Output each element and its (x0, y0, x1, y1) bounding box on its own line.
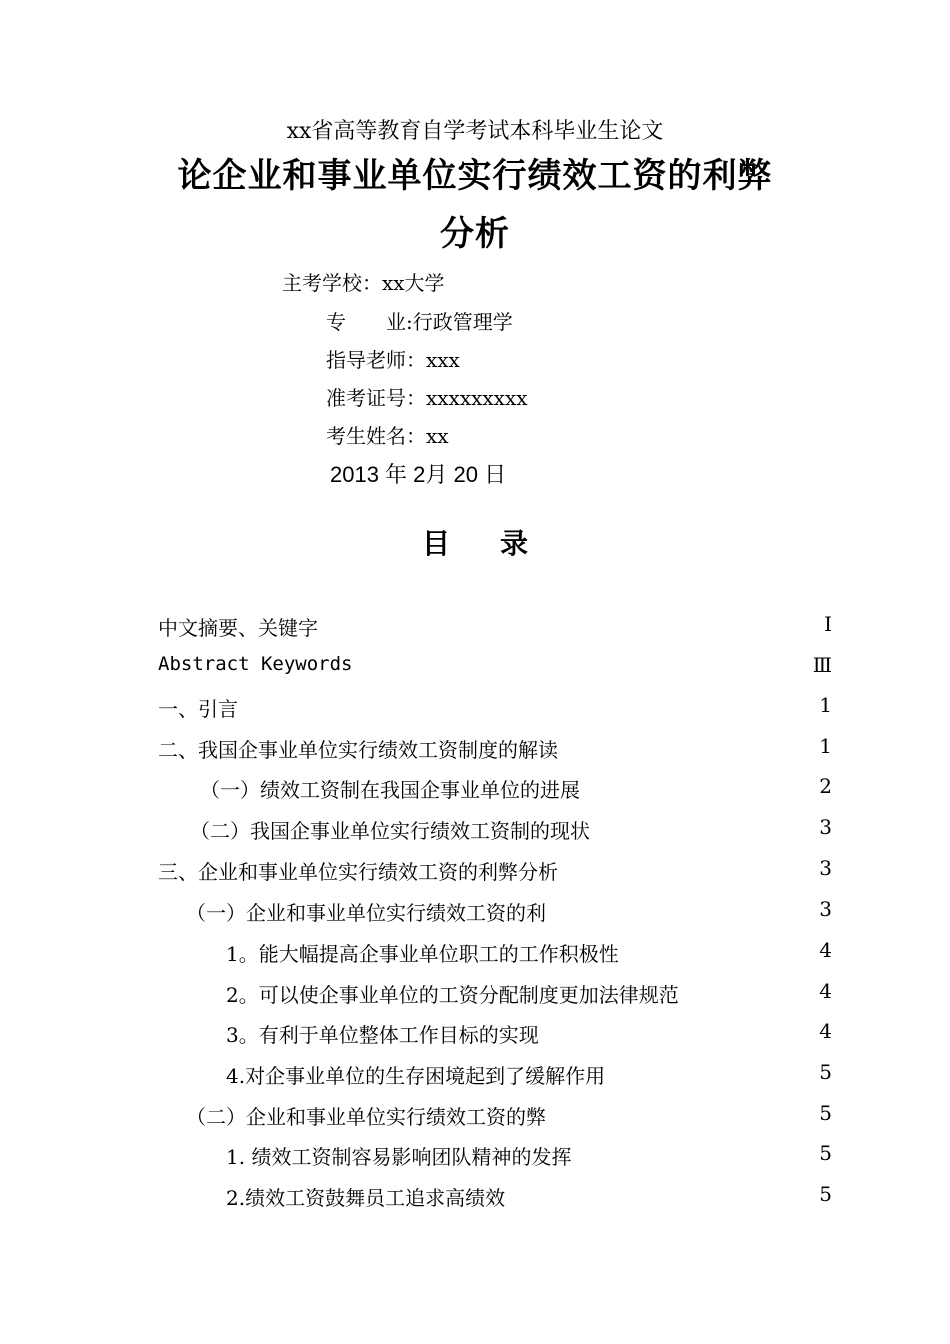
toc-entry-label: （一）绩效工资制在我国企事业单位的进展 (200, 778, 580, 802)
toc-entry-page: Ⅲ (812, 653, 832, 677)
toc-entry-label: Abstract Keywords (158, 653, 353, 675)
toc-entry-page: 1 (819, 734, 832, 758)
toc-entry[interactable] (158, 979, 832, 1011)
toc-heading: 目录 (421, 527, 578, 560)
toc-entry-page: 4 (819, 979, 832, 1003)
school-field: 主考学校：xx大学 (282, 271, 445, 295)
toc-entry[interactable] (158, 612, 832, 644)
toc-entry[interactable] (158, 856, 832, 888)
toc-entry[interactable] (158, 1101, 832, 1133)
toc-entry-page: 5 (819, 1101, 832, 1125)
thesis-title-line1: 论企业和事业单位实行绩效工资的利弊 (177, 156, 773, 196)
advisor-field: 指导老师：xxx (326, 348, 460, 372)
toc-entry-page: 4 (819, 1019, 832, 1043)
thesis-title-line2: 分析 (440, 214, 510, 254)
toc-entry-label: （一）企业和事业单位实行绩效工资的利 (186, 901, 546, 925)
toc-entry-page: 5 (819, 1182, 832, 1206)
toc-entry[interactable] (158, 1141, 832, 1173)
toc-entry-label: 1。能大幅提高企事业单位职工的工作积极性 (226, 942, 619, 966)
toc-entry[interactable] (158, 815, 832, 847)
toc-entry-label: 2。可以使企事业单位的工资分配制度更加法律规范 (226, 983, 679, 1007)
toc-entry-page: 4 (819, 938, 832, 962)
toc-entry-label: 中文摘要、关键字 (158, 616, 318, 640)
toc-entry[interactable] (158, 897, 832, 929)
toc-entry-label: 3。有利于单位整体工作目标的实现 (226, 1023, 539, 1047)
toc-entry-label: 2.绩效工资鼓舞员工追求高绩效 (226, 1186, 506, 1210)
major-field: 专 业:行政管理学 (326, 310, 513, 334)
toc-entry-page: 2 (819, 774, 832, 798)
toc-entry-page: 5 (819, 1060, 832, 1084)
toc-entry[interactable] (158, 1019, 832, 1051)
toc-entry-page: 3 (819, 815, 832, 839)
toc-entry-page: 5 (819, 1141, 832, 1165)
submission-date: 2013 年 2月 20 日 (330, 462, 507, 487)
toc-entry-label: （二）我国企事业单位实行绩效工资制的现状 (190, 819, 590, 843)
toc-entry-label: 二、我国企事业单位实行绩效工资制度的解读 (158, 738, 558, 762)
thesis-supertitle: xx省高等教育自学考试本科毕业生论文 (286, 119, 664, 144)
toc-entry-page: I (824, 612, 832, 636)
exam-id-field: 准考证号：xxxxxxxxx (326, 386, 528, 410)
toc-entry-page: 3 (819, 856, 832, 880)
toc-entry[interactable] (158, 734, 832, 766)
toc-entry[interactable] (158, 693, 832, 725)
toc-entry[interactable] (158, 774, 832, 806)
toc-entry-page: 1 (819, 693, 832, 717)
toc-entry-label: 1. 绩效工资制容易影响团队精神的发挥 (226, 1145, 572, 1169)
toc-entry-label: 三、企业和事业单位实行绩效工资的利弊分析 (158, 860, 558, 884)
toc-entry[interactable] (158, 1182, 832, 1214)
toc-entry-page: 3 (819, 897, 832, 921)
toc-entry[interactable] (158, 938, 832, 970)
toc-entry[interactable] (158, 653, 832, 685)
toc-entry[interactable] (158, 1060, 832, 1092)
toc-entry-label: 4.对企事业单位的生存困境起到了缓解作用 (226, 1064, 606, 1088)
student-field: 考生姓名：xx (326, 424, 449, 448)
toc-entry-label: （二）企业和事业单位实行绩效工资的弊 (186, 1105, 546, 1129)
toc-entry-label: 一、引言 (158, 697, 238, 721)
